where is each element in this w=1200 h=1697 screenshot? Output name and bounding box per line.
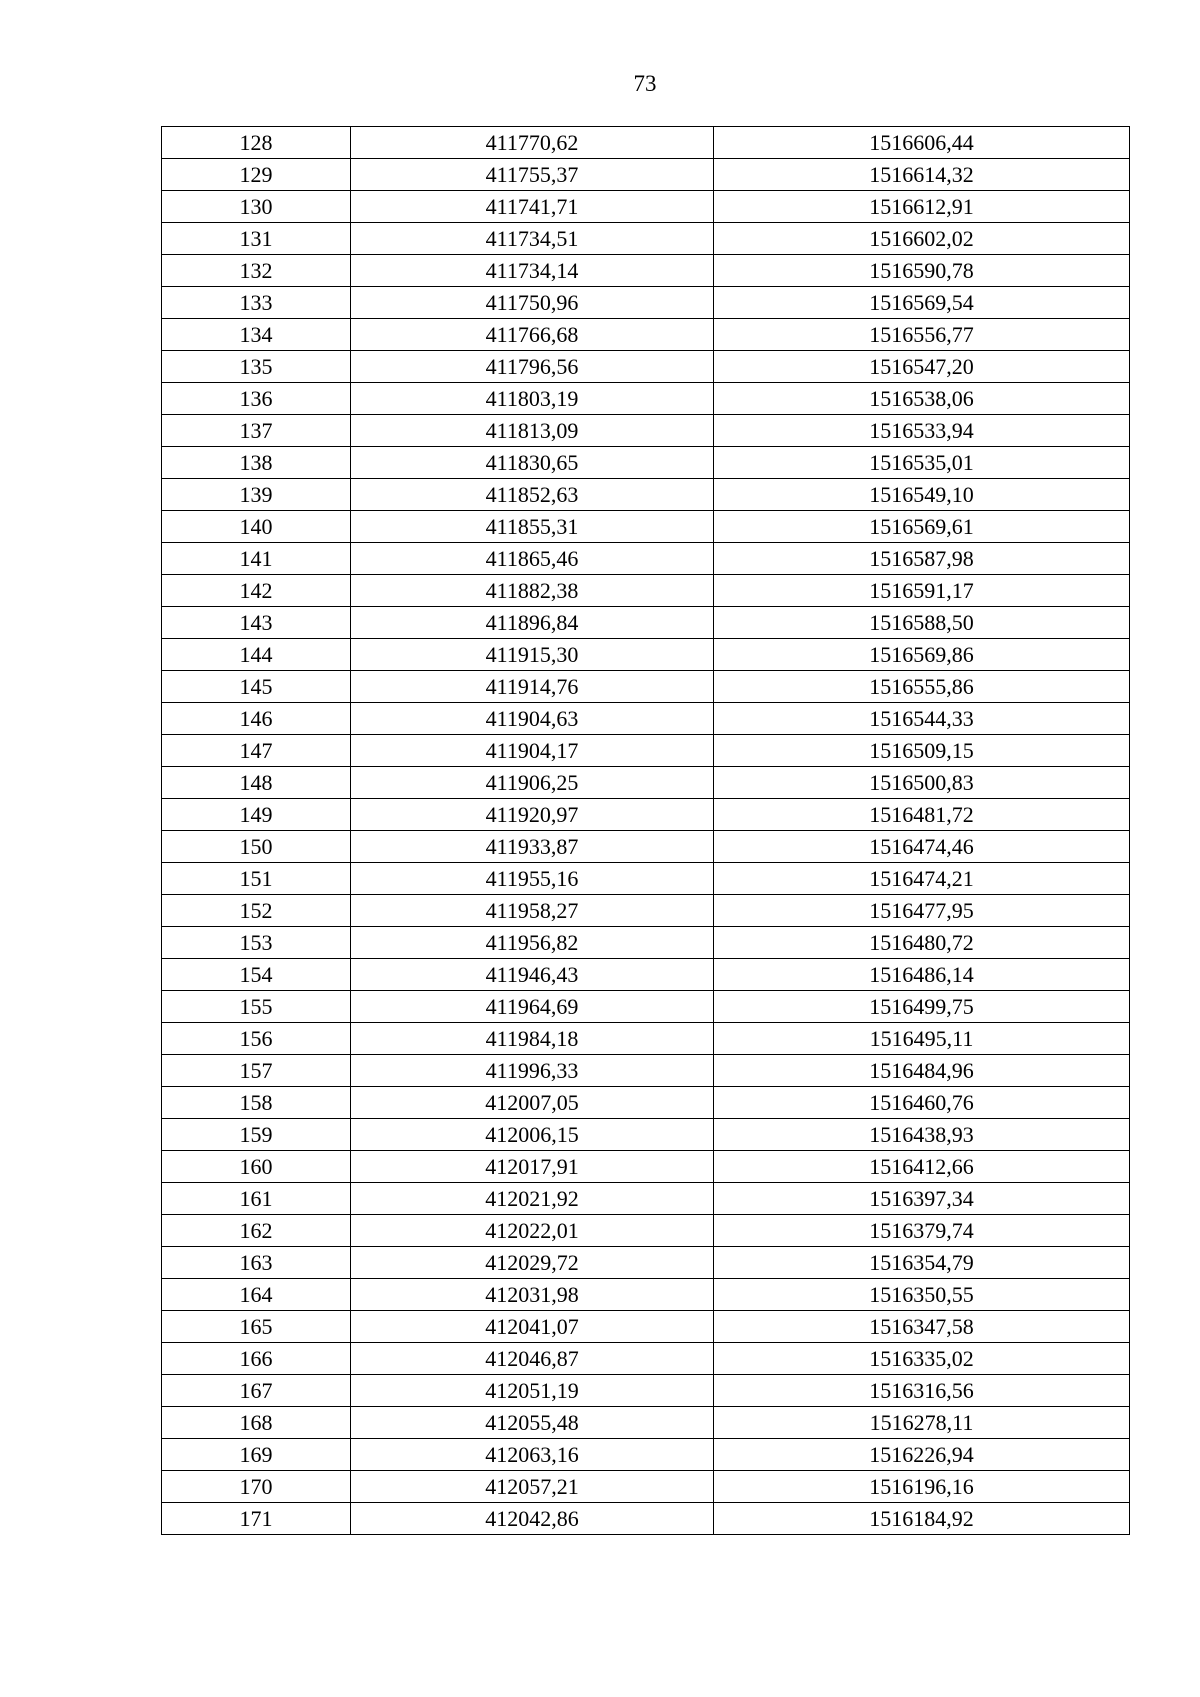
x-coordinate-cell: 411984,18	[351, 1023, 714, 1055]
point-number-cell: 160	[162, 1151, 351, 1183]
point-number-cell: 135	[162, 351, 351, 383]
table-row	[162, 191, 1130, 223]
table-row	[162, 351, 1130, 383]
y-coordinate-cell: 1516555,86	[714, 671, 1130, 703]
y-coordinate-cell: 1516316,56	[714, 1375, 1130, 1407]
x-coordinate-cell: 411734,51	[351, 223, 714, 255]
x-coordinate-cell: 411996,33	[351, 1055, 714, 1087]
y-coordinate-cell: 1516196,16	[714, 1471, 1130, 1503]
x-coordinate-cell: 412029,72	[351, 1247, 714, 1279]
point-number-cell: 148	[162, 767, 351, 799]
table-row	[162, 479, 1130, 511]
x-coordinate-cell: 411813,09	[351, 415, 714, 447]
point-number-cell: 131	[162, 223, 351, 255]
point-number-cell: 150	[162, 831, 351, 863]
point-number-cell: 154	[162, 959, 351, 991]
table-row	[162, 1343, 1130, 1375]
table-row	[162, 703, 1130, 735]
y-coordinate-cell: 1516486,14	[714, 959, 1130, 991]
point-number-cell: 170	[162, 1471, 351, 1503]
x-coordinate-cell: 411958,27	[351, 895, 714, 927]
table-row	[162, 671, 1130, 703]
x-coordinate-cell: 411915,30	[351, 639, 714, 671]
table-row	[162, 415, 1130, 447]
table-row	[162, 287, 1130, 319]
table-row	[162, 319, 1130, 351]
y-coordinate-cell: 1516184,92	[714, 1503, 1130, 1535]
y-coordinate-cell: 1516481,72	[714, 799, 1130, 831]
y-coordinate-cell: 1516484,96	[714, 1055, 1130, 1087]
point-number-cell: 134	[162, 319, 351, 351]
point-number-cell: 144	[162, 639, 351, 671]
table-row	[162, 1023, 1130, 1055]
point-number-cell: 140	[162, 511, 351, 543]
x-coordinate-cell: 412017,91	[351, 1151, 714, 1183]
point-number-cell: 157	[162, 1055, 351, 1087]
x-coordinate-cell: 411906,25	[351, 767, 714, 799]
point-number-cell: 137	[162, 415, 351, 447]
table-row	[162, 1247, 1130, 1279]
y-coordinate-cell: 1516547,20	[714, 351, 1130, 383]
point-number-cell: 153	[162, 927, 351, 959]
table-row	[162, 831, 1130, 863]
table-row	[162, 1439, 1130, 1471]
table-row	[162, 159, 1130, 191]
table-row	[162, 1471, 1130, 1503]
x-coordinate-cell: 412031,98	[351, 1279, 714, 1311]
x-coordinate-cell: 412046,87	[351, 1343, 714, 1375]
y-coordinate-cell: 1516438,93	[714, 1119, 1130, 1151]
table-row	[162, 1375, 1130, 1407]
table-row	[162, 1279, 1130, 1311]
table-row	[162, 223, 1130, 255]
y-coordinate-cell: 1516612,91	[714, 191, 1130, 223]
table-row	[162, 255, 1130, 287]
point-number-cell: 141	[162, 543, 351, 575]
y-coordinate-cell: 1516350,55	[714, 1279, 1130, 1311]
table-row	[162, 1183, 1130, 1215]
x-coordinate-cell: 412051,19	[351, 1375, 714, 1407]
y-coordinate-cell: 1516500,83	[714, 767, 1130, 799]
x-coordinate-cell: 412022,01	[351, 1215, 714, 1247]
y-coordinate-cell: 1516354,79	[714, 1247, 1130, 1279]
point-number-cell: 162	[162, 1215, 351, 1247]
table-row	[162, 1311, 1130, 1343]
table-row	[162, 639, 1130, 671]
point-number-cell: 168	[162, 1407, 351, 1439]
table-row	[162, 511, 1130, 543]
y-coordinate-cell: 1516474,21	[714, 863, 1130, 895]
y-coordinate-cell: 1516460,76	[714, 1087, 1130, 1119]
table-row	[162, 895, 1130, 927]
y-coordinate-cell: 1516347,58	[714, 1311, 1130, 1343]
table-row	[162, 447, 1130, 479]
y-coordinate-cell: 1516549,10	[714, 479, 1130, 511]
x-coordinate-cell: 411920,97	[351, 799, 714, 831]
point-number-cell: 167	[162, 1375, 351, 1407]
x-coordinate-cell: 411734,14	[351, 255, 714, 287]
table-row	[162, 383, 1130, 415]
x-coordinate-cell: 411852,63	[351, 479, 714, 511]
y-coordinate-cell: 1516495,11	[714, 1023, 1130, 1055]
x-coordinate-cell: 412041,07	[351, 1311, 714, 1343]
point-number-cell: 142	[162, 575, 351, 607]
x-coordinate-cell: 411796,56	[351, 351, 714, 383]
x-coordinate-cell: 412021,92	[351, 1183, 714, 1215]
y-coordinate-cell: 1516590,78	[714, 255, 1130, 287]
y-coordinate-cell: 1516614,32	[714, 159, 1130, 191]
y-coordinate-cell: 1516602,02	[714, 223, 1130, 255]
table-row	[162, 1407, 1130, 1439]
x-coordinate-cell: 412006,15	[351, 1119, 714, 1151]
point-number-cell: 146	[162, 703, 351, 735]
table-row	[162, 1087, 1130, 1119]
x-coordinate-cell: 411964,69	[351, 991, 714, 1023]
point-number-cell: 164	[162, 1279, 351, 1311]
y-coordinate-cell: 1516587,98	[714, 543, 1130, 575]
x-coordinate-cell: 411904,63	[351, 703, 714, 735]
point-number-cell: 151	[162, 863, 351, 895]
table-row	[162, 607, 1130, 639]
coordinates-table-body	[162, 127, 1130, 1535]
x-coordinate-cell: 411904,17	[351, 735, 714, 767]
table-row	[162, 1503, 1130, 1535]
table-row	[162, 1151, 1130, 1183]
table-row	[162, 1119, 1130, 1151]
point-number-cell: 163	[162, 1247, 351, 1279]
x-coordinate-cell: 411766,68	[351, 319, 714, 351]
x-coordinate-cell: 411914,76	[351, 671, 714, 703]
point-number-cell: 143	[162, 607, 351, 639]
table-row	[162, 863, 1130, 895]
point-number-cell: 133	[162, 287, 351, 319]
x-coordinate-cell: 411865,46	[351, 543, 714, 575]
point-number-cell: 159	[162, 1119, 351, 1151]
y-coordinate-cell: 1516538,06	[714, 383, 1130, 415]
y-coordinate-cell: 1516569,54	[714, 287, 1130, 319]
point-number-cell: 155	[162, 991, 351, 1023]
y-coordinate-cell: 1516544,33	[714, 703, 1130, 735]
point-number-cell: 152	[162, 895, 351, 927]
y-coordinate-cell: 1516509,15	[714, 735, 1130, 767]
y-coordinate-cell: 1516335,02	[714, 1343, 1130, 1375]
table-row	[162, 959, 1130, 991]
x-coordinate-cell: 411946,43	[351, 959, 714, 991]
x-coordinate-cell: 412055,48	[351, 1407, 714, 1439]
y-coordinate-cell: 1516606,44	[714, 127, 1130, 159]
y-coordinate-cell: 1516569,86	[714, 639, 1130, 671]
table-row	[162, 991, 1130, 1023]
table-row	[162, 1215, 1130, 1247]
point-number-cell: 169	[162, 1439, 351, 1471]
table-row	[162, 767, 1130, 799]
point-number-cell: 145	[162, 671, 351, 703]
y-coordinate-cell: 1516474,46	[714, 831, 1130, 863]
point-number-cell: 161	[162, 1183, 351, 1215]
x-coordinate-cell: 411741,71	[351, 191, 714, 223]
y-coordinate-cell: 1516379,74	[714, 1215, 1130, 1247]
point-number-cell: 130	[162, 191, 351, 223]
point-number-cell: 165	[162, 1311, 351, 1343]
y-coordinate-cell: 1516480,72	[714, 927, 1130, 959]
point-number-cell: 132	[162, 255, 351, 287]
y-coordinate-cell: 1516477,95	[714, 895, 1130, 927]
x-coordinate-cell: 411956,82	[351, 927, 714, 959]
table-row	[162, 735, 1130, 767]
table-row	[162, 543, 1130, 575]
point-number-cell: 139	[162, 479, 351, 511]
coordinates-table	[161, 126, 1130, 1535]
table-row	[162, 575, 1130, 607]
y-coordinate-cell: 1516397,34	[714, 1183, 1130, 1215]
point-number-cell: 158	[162, 1087, 351, 1119]
y-coordinate-cell: 1516533,94	[714, 415, 1130, 447]
y-coordinate-cell: 1516535,01	[714, 447, 1130, 479]
x-coordinate-cell: 412057,21	[351, 1471, 714, 1503]
x-coordinate-cell: 411803,19	[351, 383, 714, 415]
x-coordinate-cell: 411755,37	[351, 159, 714, 191]
y-coordinate-cell: 1516556,77	[714, 319, 1130, 351]
y-coordinate-cell: 1516278,11	[714, 1407, 1130, 1439]
x-coordinate-cell: 411955,16	[351, 863, 714, 895]
point-number-cell: 136	[162, 383, 351, 415]
table-row	[162, 927, 1130, 959]
x-coordinate-cell: 411933,87	[351, 831, 714, 863]
page-number: 73	[633, 71, 657, 96]
x-coordinate-cell: 411830,65	[351, 447, 714, 479]
y-coordinate-cell: 1516226,94	[714, 1439, 1130, 1471]
point-number-cell: 138	[162, 447, 351, 479]
point-number-cell: 129	[162, 159, 351, 191]
y-coordinate-cell: 1516588,50	[714, 607, 1130, 639]
x-coordinate-cell: 411882,38	[351, 575, 714, 607]
x-coordinate-cell: 411896,84	[351, 607, 714, 639]
x-coordinate-cell: 411750,96	[351, 287, 714, 319]
point-number-cell: 156	[162, 1023, 351, 1055]
point-number-cell: 128	[162, 127, 351, 159]
y-coordinate-cell: 1516499,75	[714, 991, 1130, 1023]
point-number-cell: 149	[162, 799, 351, 831]
x-coordinate-cell: 412042,86	[351, 1503, 714, 1535]
y-coordinate-cell: 1516591,17	[714, 575, 1130, 607]
x-coordinate-cell: 411855,31	[351, 511, 714, 543]
table-row	[162, 799, 1130, 831]
x-coordinate-cell: 412007,05	[351, 1087, 714, 1119]
x-coordinate-cell: 412063,16	[351, 1439, 714, 1471]
y-coordinate-cell: 1516412,66	[714, 1151, 1130, 1183]
point-number-cell: 171	[162, 1503, 351, 1535]
x-coordinate-cell: 411770,62	[351, 127, 714, 159]
table-row	[162, 1055, 1130, 1087]
y-coordinate-cell: 1516569,61	[714, 511, 1130, 543]
point-number-cell: 147	[162, 735, 351, 767]
table-row	[162, 127, 1130, 159]
point-number-cell: 166	[162, 1343, 351, 1375]
